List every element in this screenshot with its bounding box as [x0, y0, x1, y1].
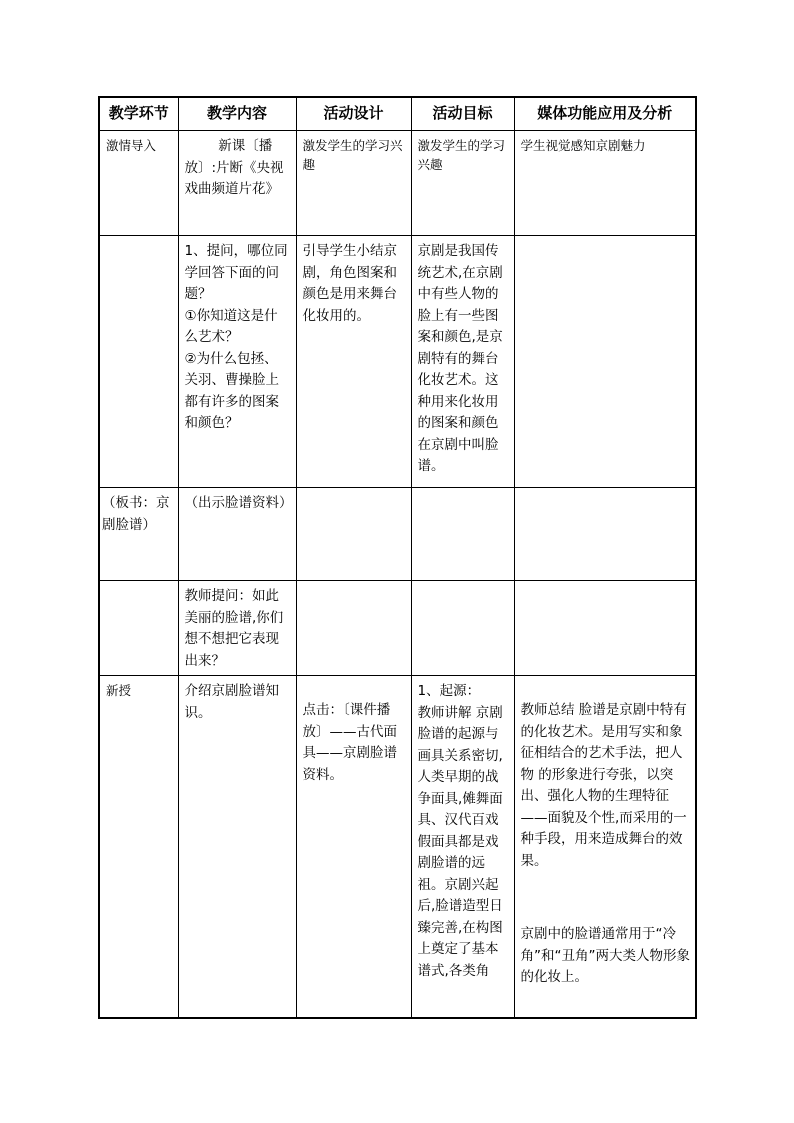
- cell-stage: [99, 676, 178, 1018]
- cell-stage: [99, 581, 178, 676]
- cell-media: [514, 131, 696, 236]
- cell-goal: [411, 236, 514, 488]
- cell-stage: [99, 488, 178, 581]
- header-goal: 活动目标: [411, 97, 514, 131]
- cell-text: 教师总结 脸谱是京剧中特有的化妆艺术。是用写实和象征相结合的艺术手法，把人物 的形象进行夸张，以突出、强化人物的生理特征——面貌及个性,而采用的一种手段，用来造成舞台的效果。: [520, 702, 687, 869]
- cell-content: [178, 581, 296, 676]
- cell-media: [514, 676, 696, 1018]
- cell-activity: [296, 131, 411, 236]
- cell-content: [178, 131, 296, 236]
- cell-activity: [296, 488, 411, 581]
- table-header-row: [99, 97, 696, 131]
- table-row: [99, 236, 696, 488]
- cell-activity: [296, 236, 411, 488]
- cell-content: [178, 236, 296, 488]
- table-row: [99, 131, 696, 236]
- cell-text: 新授: [106, 683, 132, 698]
- table-row: [99, 676, 696, 1018]
- table-row: [99, 488, 696, 581]
- header-stage: 教学环节: [99, 97, 178, 131]
- cell-text: 引导学生小结京剧，角色图案和颜色是用来舞台化妆用的。: [302, 243, 397, 324]
- cell-media: [514, 236, 696, 488]
- cell-text: （板书：京剧脸谱）: [102, 495, 170, 533]
- cell-text: 激发学生的学习兴趣: [417, 138, 506, 172]
- header-activity: 活动设计: [296, 97, 411, 131]
- cell-text: 京剧是我国传统艺术,在京剧中有些人物的脸上有一些图案和颜色,是京剧特有的舞台化妆艺术。这种用来化妆用的图案和颜色在京剧中叫脸谱。: [417, 243, 503, 474]
- cell-activity: [296, 581, 411, 676]
- cell-text: 京剧中的脸谱通常用于“冷角”和“丑角”两大类人物形象的化妆上。: [520, 926, 690, 985]
- header-content: 教学内容: [178, 97, 296, 131]
- cell-text: 1、起源： 教师讲解 京剧脸谱的起源与画具关系密切,人类早期的战争面具,傩舞面具、汉代百戏假面具都是戏剧脸谱的远祖。京剧兴起后,脸谱造型日臻完善,在构图上奠定了基本谱式,各类角: [417, 683, 503, 979]
- cell-text: 激发学生的学习兴趣: [302, 138, 403, 172]
- cell-stage: [99, 236, 178, 488]
- cell-text: 点击：〔课件播放〕——古代面具——京剧脸谱资料。: [302, 702, 397, 783]
- cell-media: [514, 488, 696, 581]
- cell-text: 学生视觉感知京剧魅力: [520, 138, 646, 153]
- cell-goal: [411, 676, 514, 1018]
- lesson-plan-table: [98, 96, 697, 1019]
- cell-goal: [411, 488, 514, 581]
- cell-text: 教师提问：如此美丽的脸谱,你们想不想把它表现出来？: [184, 588, 284, 669]
- cell-content: [178, 488, 296, 581]
- header-media: 媒体功能应用及分析: [514, 97, 696, 131]
- cell-text: 激情导入: [106, 138, 157, 153]
- cell-goal: [411, 131, 514, 236]
- cell-activity: [296, 676, 411, 1018]
- cell-media: [514, 581, 696, 676]
- cell-content: [178, 676, 296, 1018]
- cell-text: 介绍京剧脸谱知识。: [184, 683, 279, 721]
- cell-text: 1、提问，哪位同学回答下面的问题？ ①你知道这是什么艺术？ ②为什么包拯、关羽、曹操脸上都有许多的图案和颜色？: [184, 243, 288, 431]
- cell-stage: [99, 131, 178, 236]
- cell-goal: [411, 581, 514, 676]
- cell-text: 新课〔播放〕:片断《央视戏曲频道片花》: [184, 138, 284, 197]
- table-row: [99, 581, 696, 676]
- cell-text: （出示脸谱资料）: [184, 495, 293, 511]
